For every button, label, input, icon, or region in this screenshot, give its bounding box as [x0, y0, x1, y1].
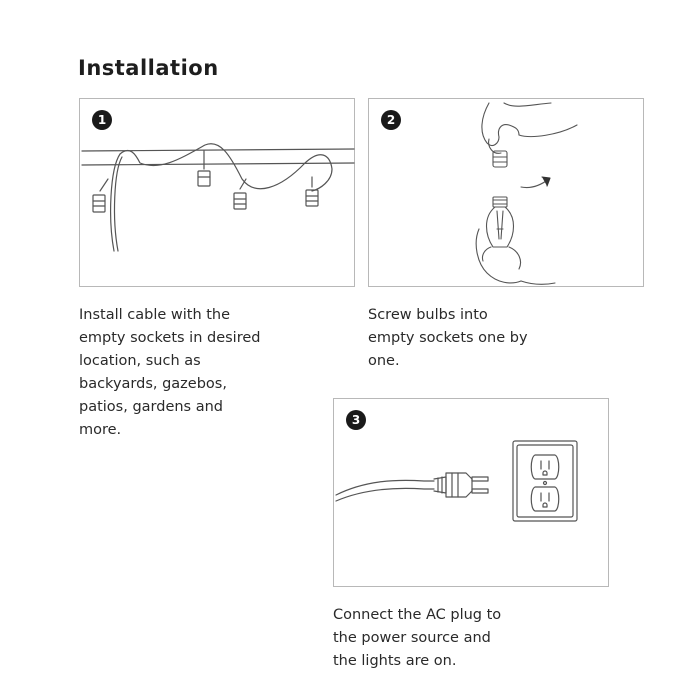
plug-outlet-icon	[334, 399, 610, 588]
step-2-panel	[368, 98, 644, 287]
step-3-panel	[333, 398, 609, 587]
step-2-badge: 2	[381, 110, 401, 130]
step-2-caption: Screw bulbs into empty sockets one by one.	[368, 307, 528, 369]
cable-hanging-icon	[80, 99, 356, 288]
step-1-badge: 1	[92, 110, 112, 130]
step-1-panel	[79, 98, 355, 287]
step-3-badge: 3	[346, 410, 366, 430]
step-1-caption: Install cable with the empty sockets in desired location, such as backyards, gazebos, patios, gardens and more.	[79, 307, 261, 438]
bulb-screwing-icon	[369, 99, 645, 288]
step-3-caption: Connect the AC plug to the power source and the lights are on.	[333, 607, 502, 669]
page-title: Installation	[78, 56, 219, 80]
